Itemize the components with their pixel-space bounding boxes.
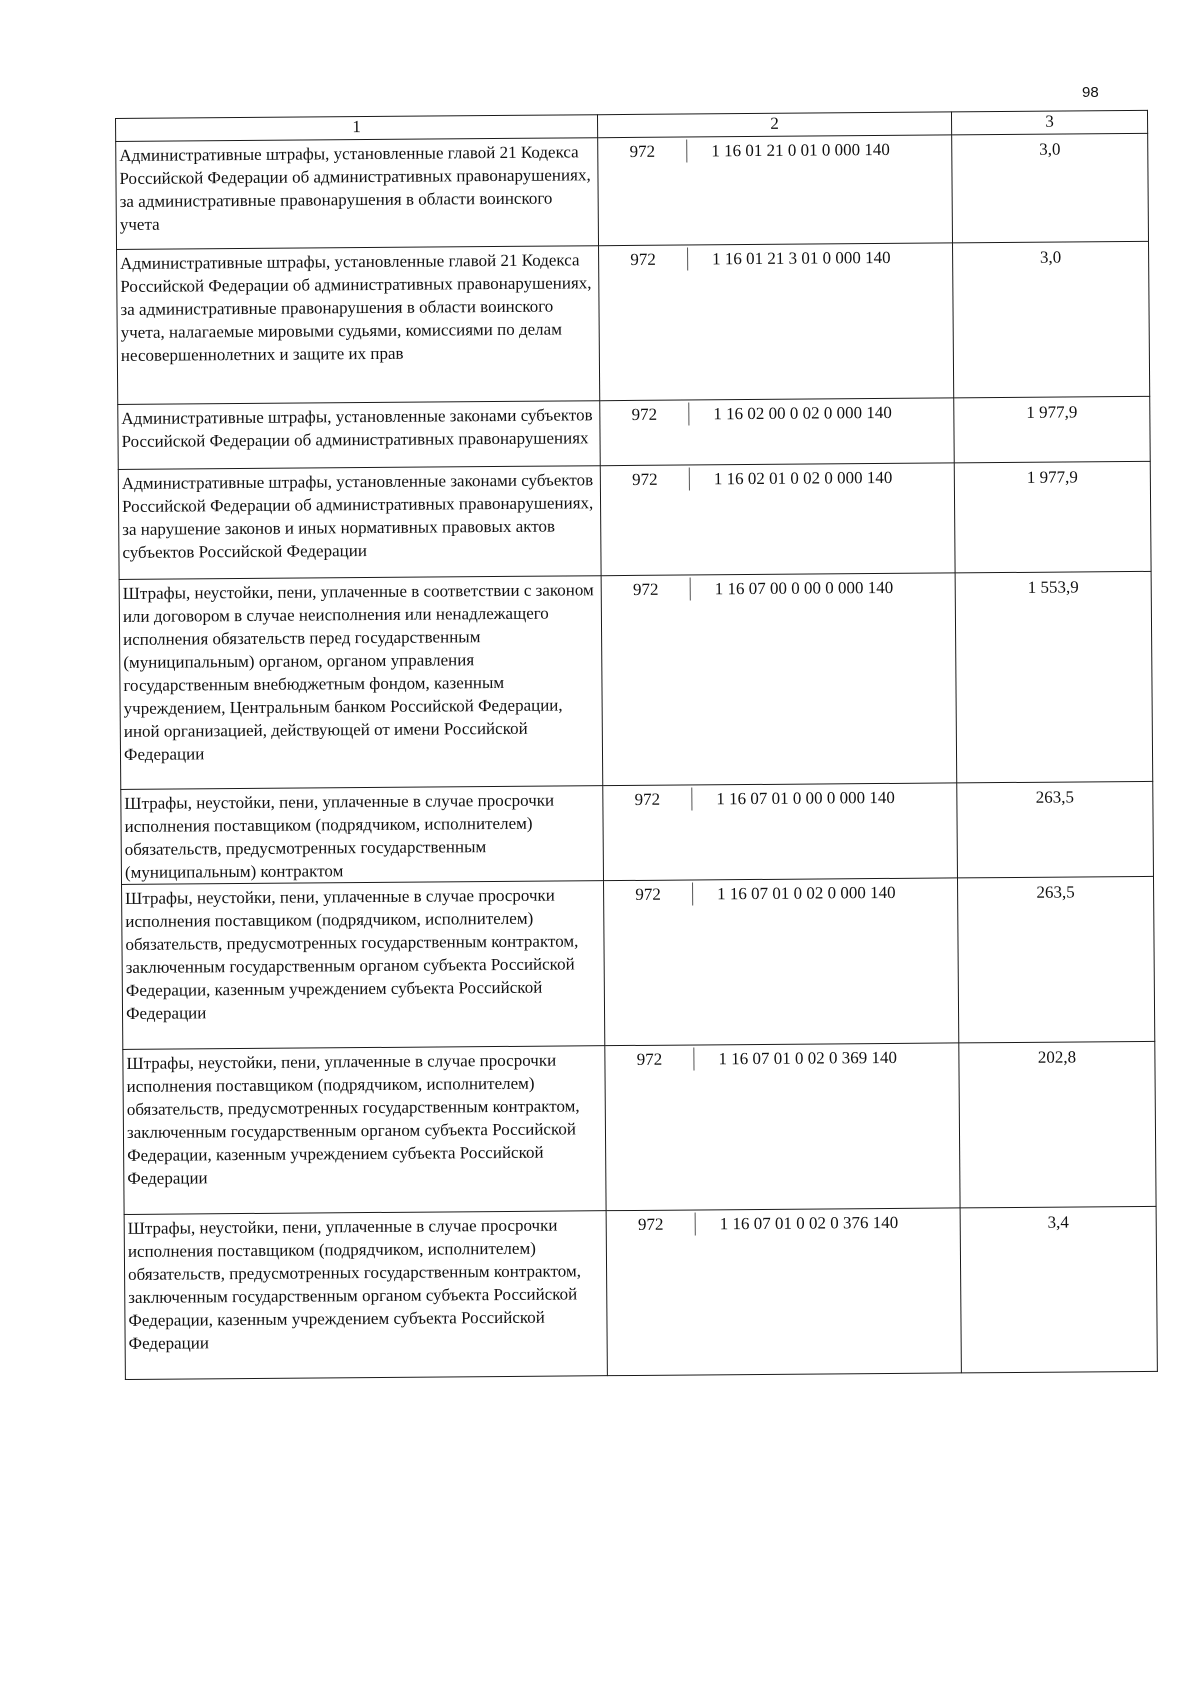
row-amount: 263,5 <box>957 781 1154 878</box>
table-row <box>121 781 1154 884</box>
page-number: 98 <box>1082 84 1099 101</box>
row-amount: 3,0 <box>953 241 1150 398</box>
budget-classification-code: 1 16 07 01 0 02 0 000 140 <box>717 882 896 904</box>
row-description: Штрафы, неустойки, пени, уплаченные в случае просрочки исполнения поставщиком (подрядчиком, исполнителем) обязательств, предусмотренных государственным контрактом, заключенным государственным органом субъекта Российской Федерации, казенным учреждением субъекта Российской Федерации <box>124 1211 607 1380</box>
administrator-code: 972 <box>602 577 691 601</box>
row-description: Административные штрафы, установленные законами субъектов Российской Федерации об административных правонарушениях, за нарушение законов и иных нормативных правовых актов субъектов Российской Федерации <box>118 466 601 580</box>
budget-classification-code: 1 16 07 01 0 02 0 376 140 <box>719 1212 899 1234</box>
table-row <box>116 133 1149 249</box>
budget-classification-code: 1 16 07 01 0 02 0 369 140 <box>718 1047 897 1069</box>
administrator-code: 972 <box>599 248 688 272</box>
row-description: Штрафы, неустойки, пени, уплаченные в случае просрочки исполнения поставщиком (подрядчиком, исполнителем) обязательств, предусмотренных государственным контрактом, заключенным государственным органом субъекта Российской Федерации, казенным учреждением субъекта Российской Федерации <box>122 881 605 1050</box>
row-code-cell <box>604 878 959 1046</box>
table-row <box>119 571 1153 789</box>
table-row <box>123 1041 1156 1214</box>
row-amount: 1 977,9 <box>954 461 1151 573</box>
row-description: Административные штрафы, установленные главой 21 Кодекса Российской Федерации об административных правонарушениях, за административные правонарушения в области воинского учета, налагаемые мировыми судьями, комиссиями по делам несовершеннолетних и защите их прав <box>117 246 600 405</box>
row-code-cell <box>598 135 953 246</box>
row-amount: 1 553,9 <box>955 571 1153 783</box>
row-amount: 263,5 <box>957 876 1154 1043</box>
row-description: Штрафы, неустойки, пени, уплаченные в случае просрочки исполнения поставщиком (подрядчиком, исполнителем) обязательств, предусмотренных государственным контрактом, заключенным государственным органом субъекта Российской Федерации, казенным учреждением субъекта Российской Федерации <box>123 1046 606 1215</box>
table-row <box>122 876 1155 1049</box>
budget-classification-code: 1 16 01 21 0 01 0 000 140 <box>711 139 890 161</box>
administrator-code: 972 <box>605 1047 694 1071</box>
row-code-cell <box>601 573 957 786</box>
administrator-code: 972 <box>601 467 690 491</box>
administrator-code: 972 <box>603 787 692 811</box>
row-amount: 3,0 <box>952 133 1149 243</box>
row-code-cell <box>605 1043 960 1211</box>
table-row <box>118 396 1150 469</box>
administrator-code: 972 <box>607 1212 696 1236</box>
row-description: Административные штрафы, установленные законами субъектов Российской Федерации об административных правонарушениях <box>118 401 600 470</box>
budget-classification-code: 1 16 02 01 0 02 0 000 140 <box>713 467 893 489</box>
row-description: Штрафы, неустойки, пени, уплаченные в случае просрочки исполнения поставщиком (подрядчиком, исполнителем) обязательств, предусмотренных государственным (муниципальным) контрактом <box>121 786 604 885</box>
revenue-table <box>115 110 1158 1380</box>
table-row <box>124 1206 1157 1379</box>
budget-classification-code: 1 16 07 01 0 00 0 000 140 <box>716 787 895 809</box>
budget-classification-code: 1 16 07 00 0 00 0 000 140 <box>714 577 894 599</box>
administrator-code: 972 <box>598 140 687 164</box>
budget-classification-code: 1 16 02 00 0 02 0 000 140 <box>713 402 892 424</box>
row-amount: 1 977,9 <box>954 396 1151 463</box>
row-description: Штрафы, неустойки, пени, уплаченные в соответствии с законом или договором в случае неисполнения или ненадлежащего исполнения обязательств перед государственным (муниципальным) органом, органом управления государственным внебюджетным фондом, казенным учреждением, Центральным банком Российской Федерации, иной организацией, действующей от имени Российской Федерации <box>119 576 603 790</box>
administrator-code: 972 <box>604 882 693 906</box>
row-code-cell <box>603 783 958 881</box>
administrator-code: 972 <box>600 402 689 426</box>
table-row <box>117 241 1150 404</box>
row-description: Административные штрафы, установленные главой 21 Кодекса Российской Федерации об административных правонарушениях, за административные правонарушения в области воинского учета <box>116 138 599 250</box>
column-header-3: 3 <box>951 110 1147 135</box>
table-row <box>118 461 1151 579</box>
row-amount: 3,4 <box>960 1206 1157 1373</box>
column-header-1: 1 <box>116 115 598 142</box>
column-header-2: 2 <box>597 112 951 138</box>
row-code-cell <box>599 243 954 401</box>
row-code-cell <box>600 463 955 576</box>
row-code-cell <box>600 398 954 466</box>
row-amount: 202,8 <box>959 1041 1156 1208</box>
budget-classification-code: 1 16 01 21 3 01 0 000 140 <box>712 247 891 269</box>
row-code-cell <box>606 1208 961 1376</box>
